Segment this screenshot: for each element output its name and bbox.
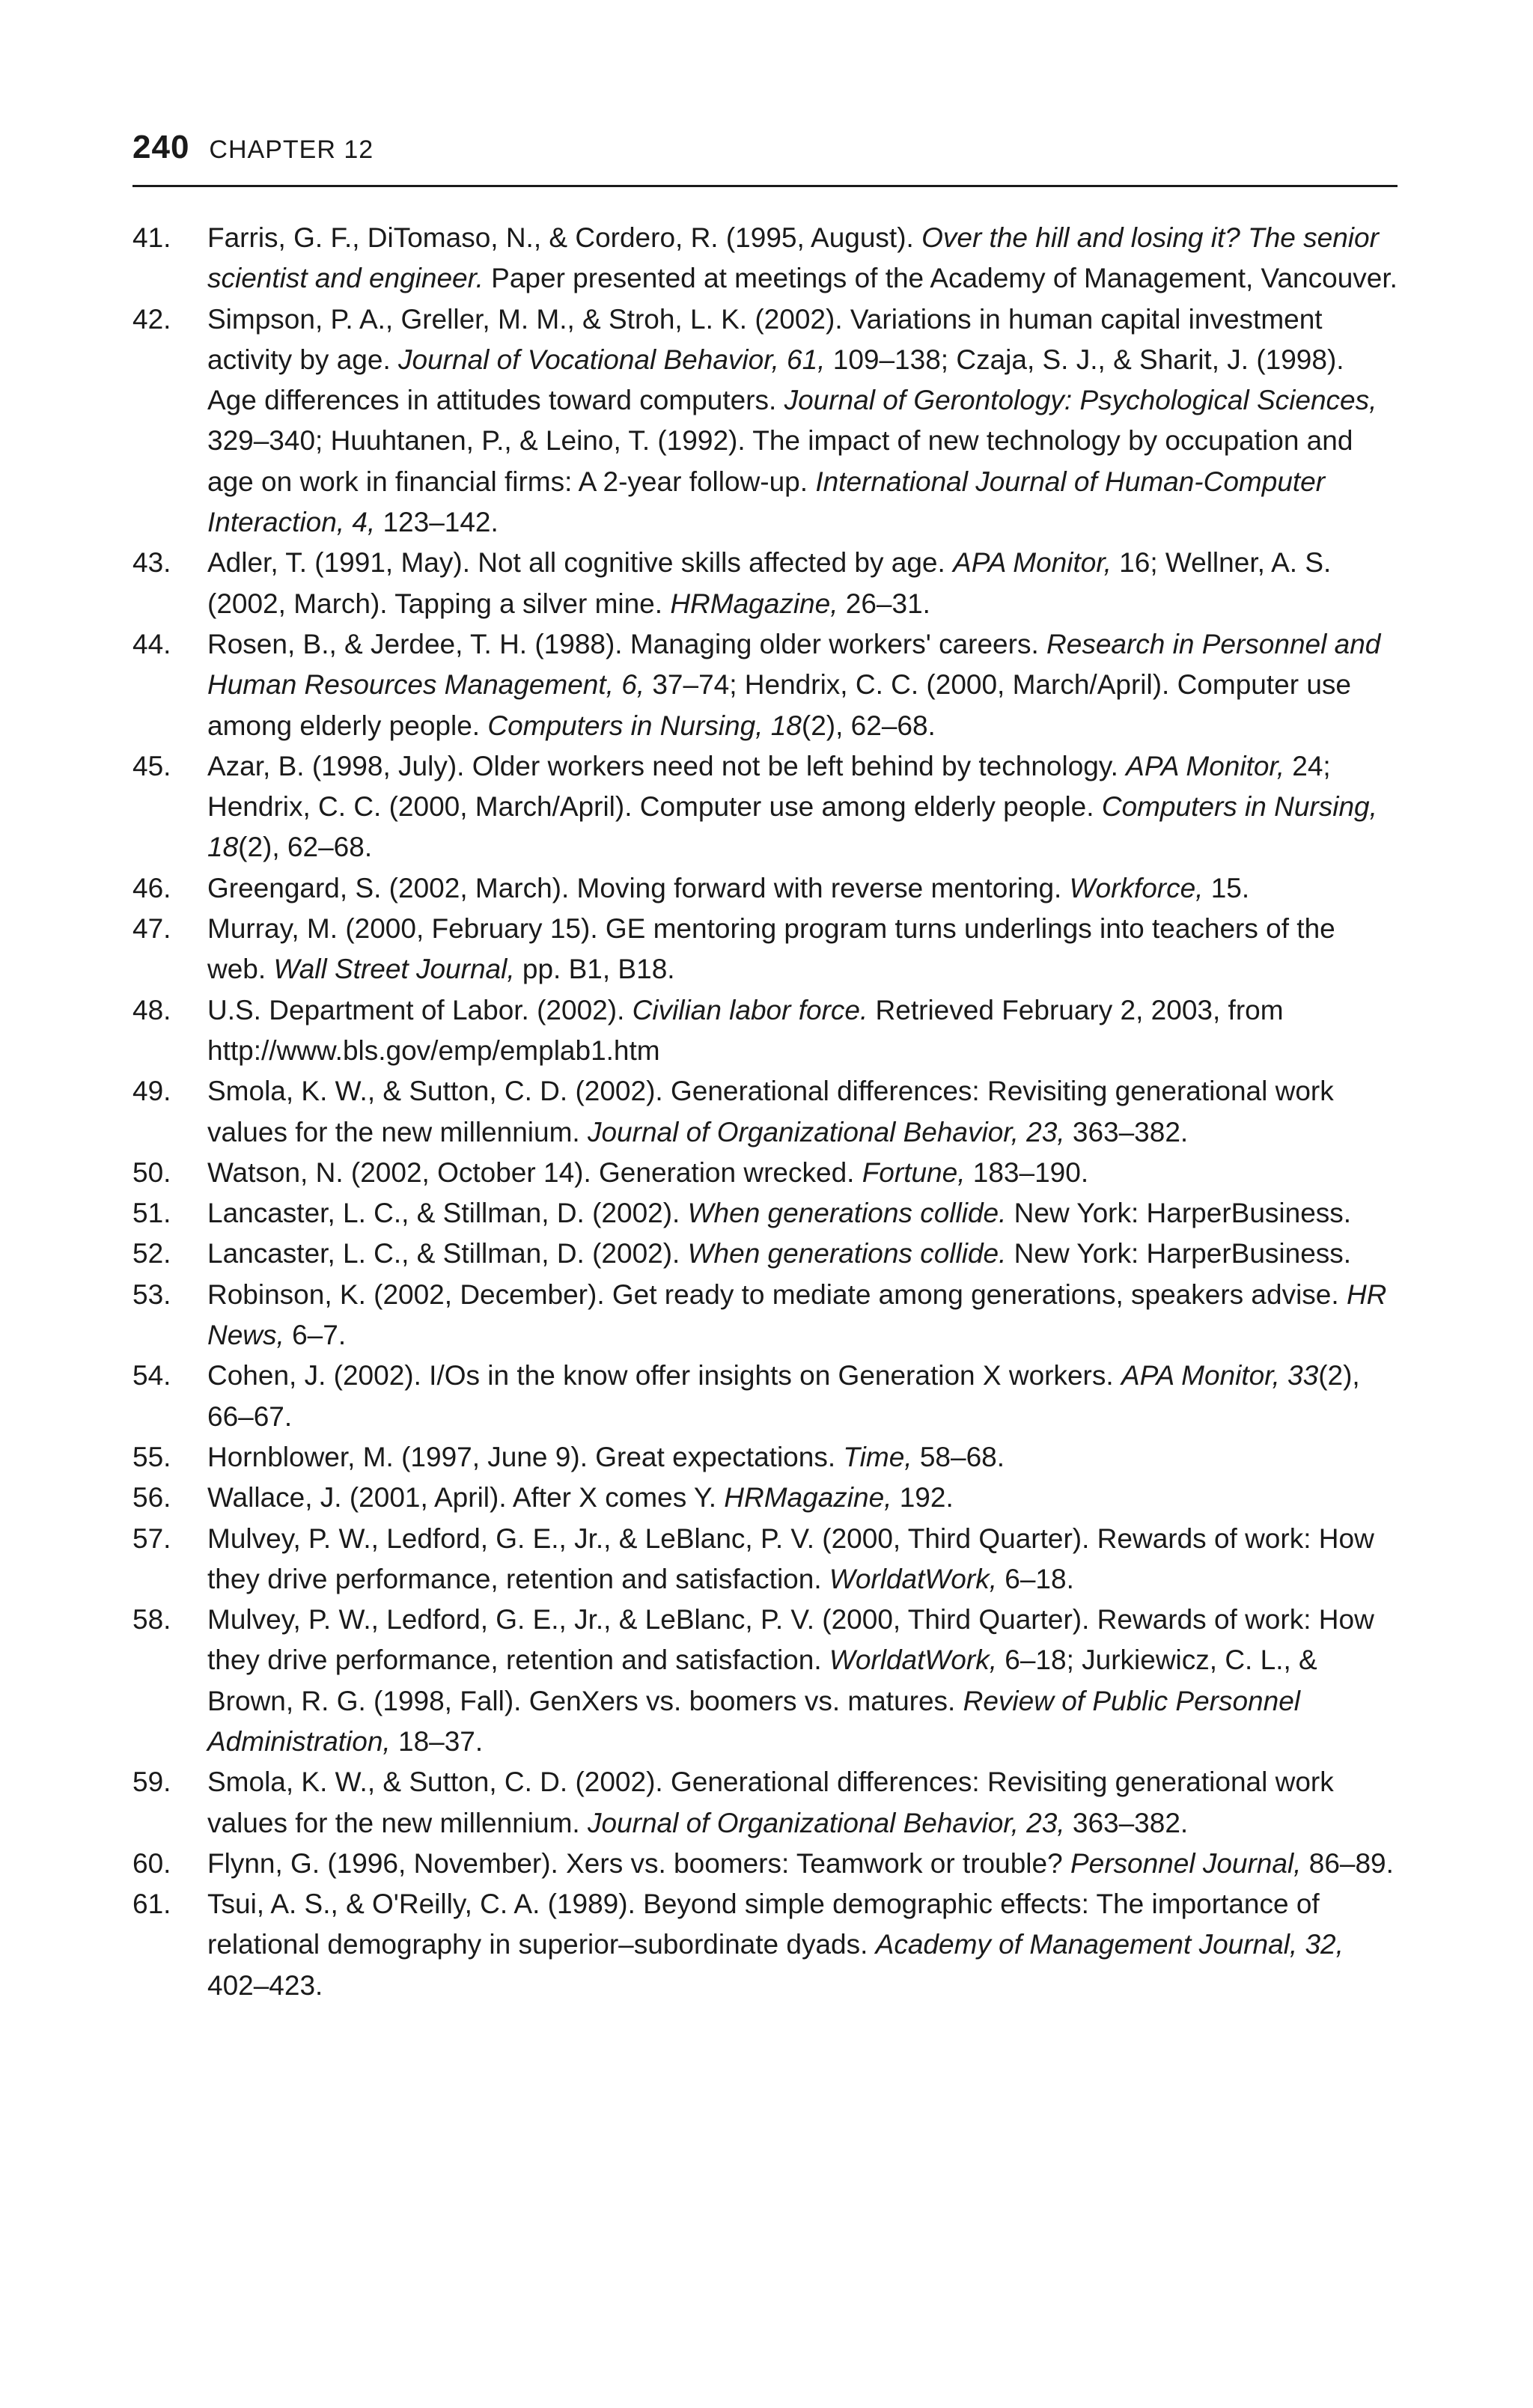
reference-number: 49.: [132, 1076, 171, 1107]
reference-number: 55.: [132, 1441, 171, 1472]
reference-text: [207, 1884, 1398, 2006]
reference-source-italic: APA Monitor,: [1126, 750, 1284, 781]
reference-source-italic: Civilian labor force.: [632, 994, 868, 1025]
reference-text: [207, 624, 1398, 746]
reference-source-italic: Fortune,: [862, 1156, 966, 1188]
reference-source-italic: Journal of Vocational Behavior, 61,: [398, 344, 826, 375]
reference-segment: Farris, G. F., DiTomaso, N., & Cordero, R. (1995, August).: [207, 222, 922, 253]
reference-entry: [132, 1762, 1398, 1844]
reference-segment: (2), 62–68.: [238, 832, 373, 863]
reference-source-italic: HRMagazine,: [724, 1482, 892, 1514]
reference-entry: [132, 299, 1398, 543]
reference-text: [207, 1356, 1398, 1437]
reference-entry: [132, 1519, 1398, 1600]
reference-segment: 26–31.: [838, 588, 930, 619]
reference-number: 59.: [132, 1767, 171, 1798]
reference-entry: [132, 624, 1398, 746]
reference-text: [207, 1478, 1398, 1518]
reference-number: 61.: [132, 1889, 171, 1920]
reference-segment: Mulvey, P. W., Ledford, G. E., Jr., & LeBlanc, P. V. (2000, Third Quarter). Rewards of work: How they drive performance, retention and satisfaction.: [207, 1604, 1374, 1676]
reference-entry: [132, 1193, 1398, 1234]
reference-text: [207, 1519, 1398, 1600]
reference-segment: 363–382.: [1064, 1116, 1189, 1147]
page-number: 240: [132, 129, 190, 165]
reference-number: 60.: [132, 1847, 171, 1879]
reference-entry: [132, 543, 1398, 624]
reference-entry: [132, 218, 1398, 299]
reference-segment: 58–68.: [912, 1441, 1005, 1472]
reference-number: 47.: [132, 913, 171, 945]
reference-entry: [132, 1071, 1398, 1153]
reference-segment: Adler, T. (1991, May). Not all cognitive skills affected by age.: [207, 547, 954, 579]
reference-text: [207, 1193, 1398, 1234]
reference-number: 57.: [132, 1522, 171, 1554]
reference-segment: Lancaster, L. C., & Stillman, D. (2002).: [207, 1198, 688, 1229]
reference-text: [207, 868, 1398, 909]
reference-text: [207, 1275, 1398, 1356]
reference-number: 42.: [132, 303, 171, 335]
reference-segment: Lancaster, L. C., & Stillman, D. (2002).: [207, 1238, 688, 1269]
reference-text: [207, 218, 1398, 299]
reference-source-italic: HRMagazine,: [670, 588, 838, 619]
reference-entry: [132, 1600, 1398, 1762]
reference-number: 45.: [132, 750, 171, 781]
reference-segment: Robinson, K. (2002, December). Get ready to mediate among generations, speakers advise.: [207, 1278, 1347, 1310]
header-rule: [132, 185, 1398, 187]
reference-number: 50.: [132, 1156, 171, 1188]
reference-source-italic: HR News,: [207, 1278, 1387, 1351]
reference-text: [207, 990, 1398, 1072]
reference-segment: Tsui, A. S., & O'Reilly, C. A. (1989). Beyond simple demographic effects: The importance of relational demography in superior–subordinate dyads.: [207, 1889, 1320, 1960]
reference-segment: (2), 66–67.: [207, 1360, 1360, 1432]
reference-source-italic: Over the hill and losing it? The senior scientist and engineer.: [207, 222, 1379, 294]
reference-segment: 109–138; Czaja, S. J., & Sharit, J. (1998). Age differences in attitudes toward computers.: [207, 344, 1344, 416]
reference-segment: Mulvey, P. W., Ledford, G. E., Jr., & LeBlanc, P. V. (2000, Third Quarter). Rewards of work: How they drive performance, retention and satisfaction.: [207, 1522, 1374, 1594]
reference-segment: pp. B1, B18.: [514, 954, 675, 985]
reference-source-italic: Time,: [843, 1441, 912, 1472]
reference-number: 46.: [132, 872, 171, 903]
reference-segment: 363–382.: [1064, 1807, 1189, 1838]
reference-segment: New York: HarperBusiness.: [1006, 1238, 1352, 1269]
reference-segment: 6–7.: [284, 1320, 347, 1351]
reference-entry: [132, 1356, 1398, 1437]
reference-segment: (2), 62–68.: [801, 710, 936, 741]
reference-segment: Wallace, J. (2001, April). After X comes Y.: [207, 1482, 725, 1514]
reference-text: [207, 1153, 1398, 1193]
reference-entry: [132, 1275, 1398, 1356]
reference-source-italic: Workforce,: [1069, 872, 1204, 903]
reference-segment: 123–142.: [375, 507, 499, 538]
reference-text: [207, 1844, 1398, 1884]
reference-segment: 402–423.: [207, 1969, 323, 2001]
reference-segment: 6–18; Jurkiewicz, C. L., & Brown, R. G. (1998, Fall). GenXers vs. boomers vs. matures.: [207, 1645, 1317, 1716]
reference-source-italic: Academy of Management Journal, 32,: [875, 1929, 1344, 1960]
reference-entry: [132, 990, 1398, 1072]
reference-segment: Greengard, S. (2002, March). Moving forward with reverse mentoring.: [207, 872, 1070, 903]
reference-entry: [132, 1844, 1398, 1884]
reference-number: 48.: [132, 994, 171, 1025]
reference-source-italic: Computers in Nursing, 18: [487, 710, 802, 741]
reference-segment: Smola, K. W., & Sutton, C. D. (2002). Generational differences: Revisiting generational work values for the new millennium.: [207, 1767, 1334, 1838]
reference-source-italic: When generations collide.: [687, 1198, 1007, 1229]
reference-segment: 329–340; Huuhtanen, P., & Leino, T. (1992). The impact of new technology by occupation and age on work in financial firms: A 2-year follow-up.: [207, 425, 1353, 497]
reference-segment: 192.: [892, 1482, 954, 1514]
reference-source-italic: International Journal of Human-Computer Interaction, 4,: [207, 466, 1326, 538]
reference-source-italic: Research in Personnel and Human Resources Management, 6,: [207, 628, 1381, 701]
reference-number: 58.: [132, 1604, 171, 1636]
reference-entry: [132, 1234, 1398, 1274]
reference-number: 41.: [132, 222, 171, 253]
reference-segment: 86–89.: [1301, 1847, 1394, 1879]
reference-number: 52.: [132, 1238, 171, 1269]
reference-number: 51.: [132, 1198, 171, 1229]
reference-entry: [132, 868, 1398, 909]
reference-source-italic: APA Monitor,: [953, 547, 1112, 579]
reference-segment: Hornblower, M. (1997, June 9). Great expectations.: [207, 1441, 844, 1472]
chapter-label: CHAPTER 12: [209, 135, 374, 164]
reference-entry: [132, 909, 1398, 990]
reference-number: 44.: [132, 628, 171, 659]
reference-segment: Cohen, J. (2002). I/Os in the know offer insights on Generation X workers.: [207, 1360, 1121, 1392]
reference-source-italic: APA Monitor, 33: [1121, 1360, 1319, 1392]
reference-segment: 16; Wellner, A. S. (2002, March). Tapping a silver mine.: [207, 547, 1332, 619]
reference-number: 56.: [132, 1482, 171, 1514]
reference-text: [207, 909, 1398, 990]
reference-text: [207, 1600, 1398, 1762]
reference-segment: Murray, M. (2000, February 15). GE mentoring program turns underlings into teachers of the web.: [207, 913, 1335, 985]
reference-text: [207, 1234, 1398, 1274]
reference-source-italic: Journal of Gerontology: Psychological Sciences,: [784, 385, 1377, 416]
reference-segment: 6–18.: [996, 1563, 1074, 1594]
reference-text: [207, 1762, 1398, 1844]
reference-number: 53.: [132, 1278, 171, 1310]
reference-segment: 37–74; Hendrix, C. C. (2000, March/April). Computer use among elderly people.: [207, 669, 1351, 741]
reference-entry: [132, 1437, 1398, 1478]
reference-text: [207, 1437, 1398, 1478]
reference-segment: U.S. Department of Labor. (2002).: [207, 994, 633, 1025]
reference-segment: 183–190.: [965, 1156, 1089, 1188]
reference-text: [207, 299, 1398, 543]
reference-segment: Watson, N. (2002, October 14). Generation wrecked.: [207, 1156, 862, 1188]
reference-source-italic: Journal of Organizational Behavior, 23,: [587, 1116, 1065, 1147]
reference-segment: Flynn, G. (1996, November). Xers vs. boomers: Teamwork or trouble?: [207, 1847, 1070, 1879]
reference-segment: Rosen, B., & Jerdee, T. H. (1988). Managing older workers' careers.: [207, 628, 1047, 659]
reference-source-italic: Personnel Journal,: [1070, 1847, 1302, 1879]
reference-source-italic: Review of Public Personnel Administration,: [207, 1685, 1301, 1757]
running-head: [132, 129, 1398, 181]
reference-text: [207, 543, 1398, 624]
reference-entry: [132, 1478, 1398, 1518]
reference-entry: [132, 746, 1398, 868]
reference-segment: 15.: [1203, 872, 1250, 903]
reference-segment: 24; Hendrix, C. C. (2000, March/April). Computer use among elderly people.: [207, 750, 1331, 823]
reference-text: [207, 746, 1398, 868]
reference-segment: Smola, K. W., & Sutton, C. D. (2002). Generational differences: Revisiting generational work values for the new millennium.: [207, 1076, 1334, 1147]
reference-segment: Retrieved February 2, 2003, from http://www.bls.gov/emp/emplab1.htm: [207, 994, 1284, 1066]
reference-source-italic: Computers in Nursing, 18: [207, 791, 1377, 863]
reference-source-italic: WorldatWork,: [829, 1563, 997, 1594]
reference-list: [132, 218, 1398, 2006]
reference-source-italic: Journal of Organizational Behavior, 23,: [587, 1807, 1065, 1838]
reference-number: 54.: [132, 1360, 171, 1392]
reference-source-italic: Wall Street Journal,: [273, 954, 515, 985]
reference-source-italic: When generations collide.: [687, 1238, 1007, 1269]
reference-segment: Paper presented at meetings of the Academy of Management, Vancouver.: [483, 263, 1398, 294]
reference-segment: Simpson, P. A., Greller, M. M., & Stroh, L. K. (2002). Variations in human capital investment activity by age.: [207, 303, 1323, 375]
reference-segment: New York: HarperBusiness.: [1006, 1198, 1352, 1229]
reference-segment: Azar, B. (1998, July). Older workers need not be left behind by technology.: [207, 750, 1127, 781]
reference-segment: 18–37.: [390, 1725, 484, 1757]
reference-entry: [132, 1153, 1398, 1193]
reference-number: 43.: [132, 547, 171, 579]
reference-entry: [132, 1884, 1398, 2006]
reference-source-italic: WorldatWork,: [829, 1645, 997, 1676]
reference-text: [207, 1071, 1398, 1153]
